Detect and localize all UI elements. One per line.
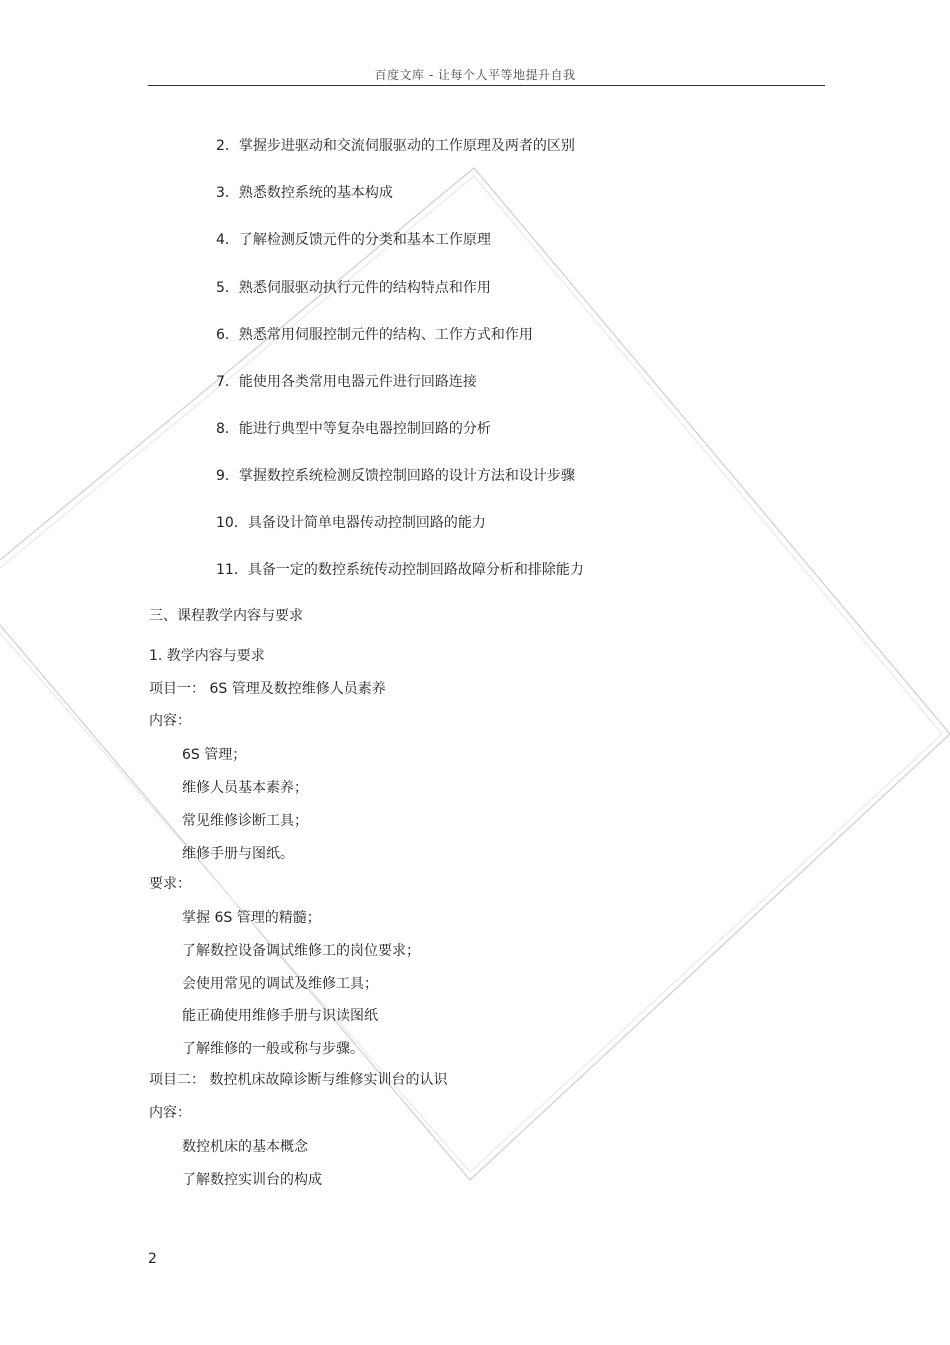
section-title: 三、课程教学内容与要求 <box>149 608 303 624</box>
requirement-item: 会使用常见的调试及维修工具； <box>182 976 378 992</box>
objective-item: 6．熟悉常用伺服控制元件的结构、工作方式和作用 <box>216 327 533 343</box>
content-item: 了解数控实训台的构成 <box>182 1172 322 1188</box>
project-title: 项目一： 6S 管理及数控维修人员素养 <box>149 681 386 697</box>
requirement-item: 能正确使用维修手册与识读图纸 <box>182 1008 378 1024</box>
requirement-item: 了解数控设备调试维修工的岗位要求； <box>182 943 420 959</box>
header-divider <box>148 85 825 86</box>
objective-item: 7．能使用各类常用电器元件进行回路连接 <box>216 374 477 390</box>
page-number: 2 <box>148 1251 157 1267</box>
project-title: 项目二： 数控机床故障诊断与维修实训台的认识 <box>149 1072 448 1088</box>
objective-item: 4．了解检测反馈元件的分类和基本工作原理 <box>216 232 491 248</box>
requirement-item: 掌握 6S 管理的精髓； <box>182 910 321 926</box>
objective-item: 5．熟悉伺服驱动执行元件的结构特点和作用 <box>216 280 491 296</box>
requirements-label: 要求： <box>149 876 191 892</box>
content-item: 数控机床的基本概念 <box>182 1139 308 1155</box>
content-item: 常见维修诊断工具； <box>182 813 308 829</box>
page-header: 百度文库 - 让每个人平等地提升自我 <box>374 68 576 82</box>
content-label: 内容： <box>149 1105 191 1121</box>
watermark-outer-edge <box>0 168 950 1180</box>
objective-item: 10．具备设计简单电器传动控制回路的能力 <box>216 515 486 531</box>
requirement-item: 了解维修的一般或称与步骤。 <box>182 1041 364 1057</box>
content-item: 维修手册与图纸。 <box>182 846 294 862</box>
content-item: 6S 管理； <box>182 747 247 763</box>
objective-item: 9．掌握数控系统检测反馈控制回路的设计方法和设计步骤 <box>216 468 575 484</box>
objective-item: 2．掌握步进驱动和交流伺服驱动的工作原理及两者的区别 <box>216 138 575 154</box>
content-label: 内容： <box>149 713 191 729</box>
objective-item: 8．能进行典型中等复杂电器控制回路的分析 <box>216 421 491 437</box>
objective-item: 3．熟悉数控系统的基本构成 <box>216 185 393 201</box>
objective-item: 11．具备一定的数控系统传动控制回路故障分析和排除能力 <box>216 562 584 578</box>
content-item: 维修人员基本素养； <box>182 780 308 796</box>
subsection-title: 1. 教学内容与要求 <box>149 648 265 664</box>
